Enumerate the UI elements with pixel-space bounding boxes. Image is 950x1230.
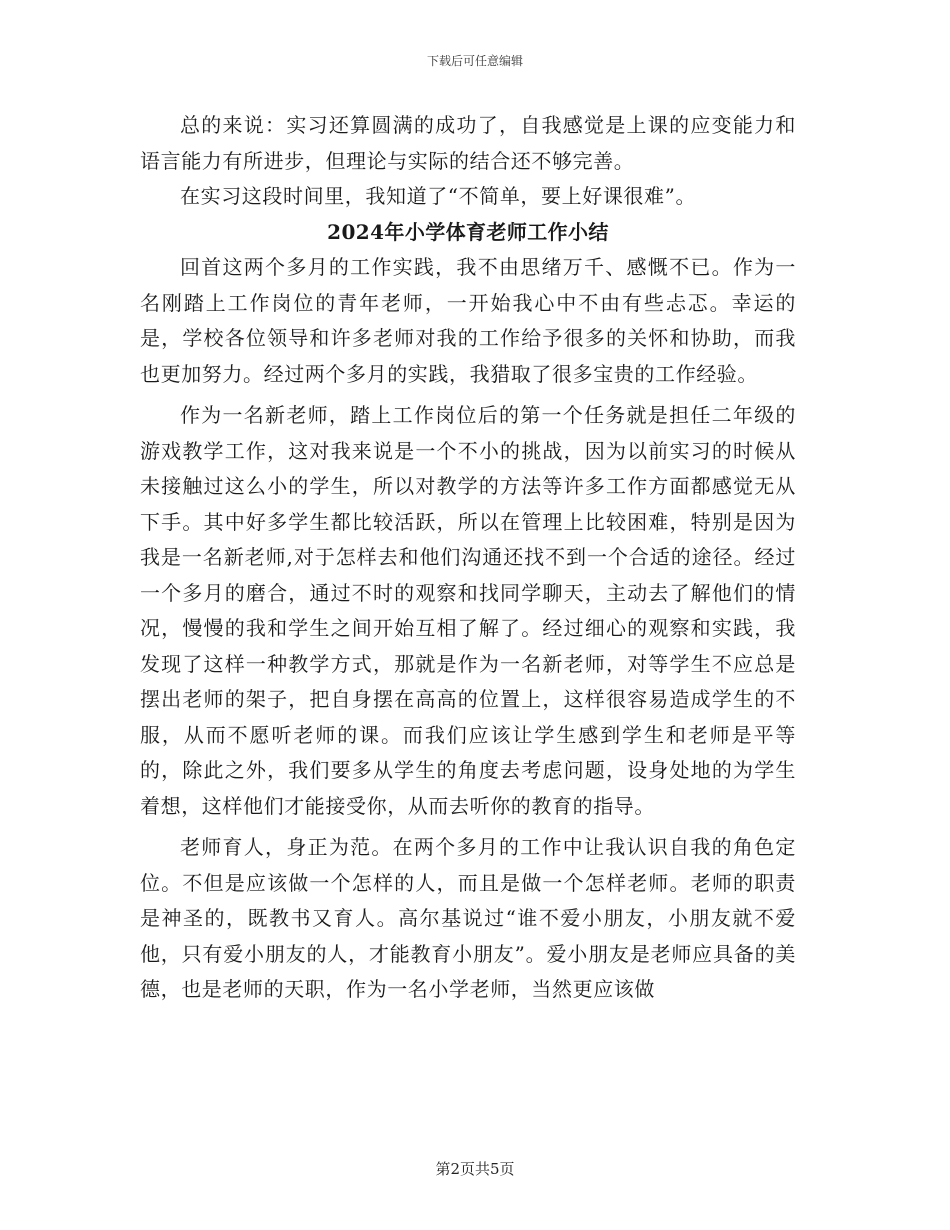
page-header: 下载后可任意编辑: [426, 54, 523, 68]
paragraph-intro-2: 在实习这段时间里，我知道了“不简单，要上好课很难”。: [180, 184, 697, 208]
paragraph-body-3: 老师育人，身正为范。在两个多月的工作中让我认识自我的角色定位。不但是应该做一个怎样的人，而且是做一个怎样老师。老师的职责是神圣的，既教书又育人。高尔基说过“谁不爱小朋友，小朋友就不爱他，只有爱小朋友的人，才能教育小朋友”。爱小朋友是老师应具备的美德，也是老师的天职，作为一名小学老师，当然更应该做: [140, 835, 796, 1001]
page-footer: 第2页共5页: [435, 1160, 515, 1178]
section-title: 2024年小学体育老师工作小结: [327, 219, 609, 244]
paragraph-intro-1: 总的来说：实习还算圆满的成功了，自我感觉是上课的应变能力和语言能力有所进步，但理论与实际的结合还不够完善。: [140, 113, 796, 173]
paragraph-body-2: 作为一名新老师，踏上工作岗位后的第一个任务就是担任二年级的游戏教学工作，这对我来说是一个不小的挑战，因为以前实习的时候从未接触过这么小的学生，所以对教学的方法等许多工作方面都感觉无从下手。其中好多学生都比较活跃，所以在管理上比较困难，特别是因为我是一名新老师,对于怎样去和他们沟通还找不到一个合适的途径。经过一个多月的磨合，通过不时的观察和找同学聊天，主动去了解他们的情况，慢慢的我和学生之间开始互相了解了。经过细心的观察和实践，我发现了这样一种教学方式，那就是作为一名新老师，对等学生不应总是摆出老师的架子，把自身摆在高高的位置上，这样很容易造成学生的不服，从而不愿听老师的课。而我们应该让学生感到学生和老师是平等的，除此之外，我们要多从学生的角度去考虑问题，设身处地的为学生着想，这样他们才能接受你，从而去听你的教育的指导。: [140, 403, 796, 818]
document-body: [140, 108, 796, 1008]
paragraph-body-1: 回首这两个多月的工作实践，我不由思绪万千、感慨不已。作为一名刚踏上工作岗位的青年老师，一开始我心中不由有些忐忑。幸运的是，学校各位领导和许多老师对我的工作给予很多的关怀和协助，而我也更加努力。经过两个多月的实践，我猎取了很多宝贵的工作经验。: [140, 255, 796, 386]
